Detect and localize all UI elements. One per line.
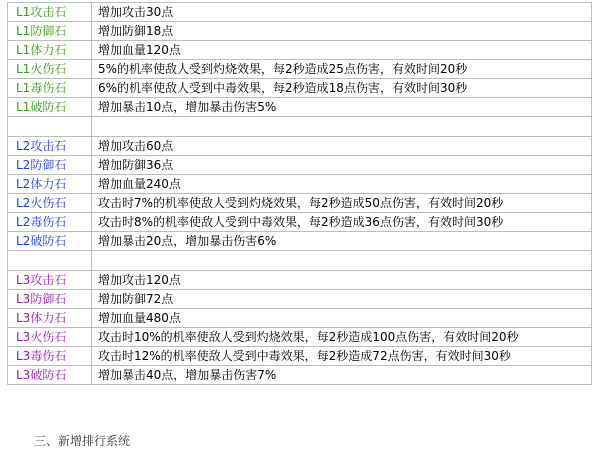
gem-name: L3破防石	[8, 366, 92, 385]
gem-name: L2毒伤石	[8, 213, 92, 232]
section-heading: 三、新增排行系统	[34, 434, 131, 448]
gem-name: L1体力石	[8, 41, 92, 60]
gem-effect: 攻击时7%的机率使敌人受到灼烧效果，每2秒造成50点伤害，有效时间20秒	[92, 194, 592, 213]
gem-effect: 增加防御36点	[92, 156, 592, 175]
empty-cell	[8, 117, 92, 137]
gem-effect: 增加攻击120点	[92, 271, 592, 290]
gem-effect: 攻击时12%的机率使敌人受到中毒效果，每2秒造成72点伤害，有效时间30秒	[92, 347, 592, 366]
gem-effect: 增加攻击30点	[92, 3, 592, 22]
spacer-row	[8, 117, 592, 137]
table-row	[8, 156, 592, 175]
gem-name: L2攻击石	[8, 137, 92, 156]
gem-name: L2破防石	[8, 232, 92, 251]
gem-name: L1破防石	[8, 98, 92, 117]
gem-name: L3火伤石	[8, 328, 92, 347]
table-row	[8, 175, 592, 194]
table-row	[8, 366, 592, 385]
empty-cell	[92, 117, 592, 137]
gem-effect: 增加血量480点	[92, 309, 592, 328]
table-row	[8, 213, 592, 232]
table-row	[8, 271, 592, 290]
table-row	[8, 309, 592, 328]
spacer-row	[8, 251, 592, 271]
table-row	[8, 232, 592, 251]
table-row	[8, 328, 592, 347]
gem-name: L1火伤石	[8, 60, 92, 79]
gem-effect: 增加防御18点	[92, 22, 592, 41]
gem-name: L3体力石	[8, 309, 92, 328]
table-row	[8, 60, 592, 79]
gem-effect: 增加防御72点	[92, 290, 592, 309]
table-row	[8, 347, 592, 366]
gem-effect: 增加攻击60点	[92, 137, 592, 156]
table-row	[8, 3, 592, 22]
gem-effect: 攻击时10%的机率使敌人受到灼烧效果，每2秒造成100点伤害，有效时间20秒	[92, 328, 592, 347]
gem-name: L1防御石	[8, 22, 92, 41]
gem-effect: 增加血量240点	[92, 175, 592, 194]
gem-name: L3攻击石	[8, 271, 92, 290]
table-row	[8, 41, 592, 60]
table-row	[8, 79, 592, 98]
table-row	[8, 22, 592, 41]
gem-name: L3防御石	[8, 290, 92, 309]
gem-effect: 增加血量120点	[92, 41, 592, 60]
gem-name: L1攻击石	[8, 3, 92, 22]
gem-effect: 6%的机率使敌人受到中毒效果，每2秒造成18点伤害，有效时间30秒	[92, 79, 592, 98]
gem-stats-table	[7, 2, 592, 385]
gem-name: L2体力石	[8, 175, 92, 194]
empty-cell	[8, 251, 92, 271]
gem-table-body	[8, 3, 592, 385]
gem-effect: 5%的机率使敌人受到灼烧效果，每2秒造成25点伤害，有效时间20秒	[92, 60, 592, 79]
gem-effect: 攻击时8%的机率使敌人受到中毒效果，每2秒造成36点伤害，有效时间30秒	[92, 213, 592, 232]
table-row	[8, 290, 592, 309]
empty-cell	[92, 251, 592, 271]
gem-name: L3毒伤石	[8, 347, 92, 366]
table-row	[8, 137, 592, 156]
table-row	[8, 98, 592, 117]
gem-effect: 增加暴击40点，增加暴击伤害7%	[92, 366, 592, 385]
gem-name: L2防御石	[8, 156, 92, 175]
gem-name: L2火伤石	[8, 194, 92, 213]
table-row	[8, 194, 592, 213]
gem-name: L1毒伤石	[8, 79, 92, 98]
gem-effect: 增加暴击20点，增加暴击伤害6%	[92, 232, 592, 251]
gem-effect: 增加暴击10点，增加暴击伤害5%	[92, 98, 592, 117]
